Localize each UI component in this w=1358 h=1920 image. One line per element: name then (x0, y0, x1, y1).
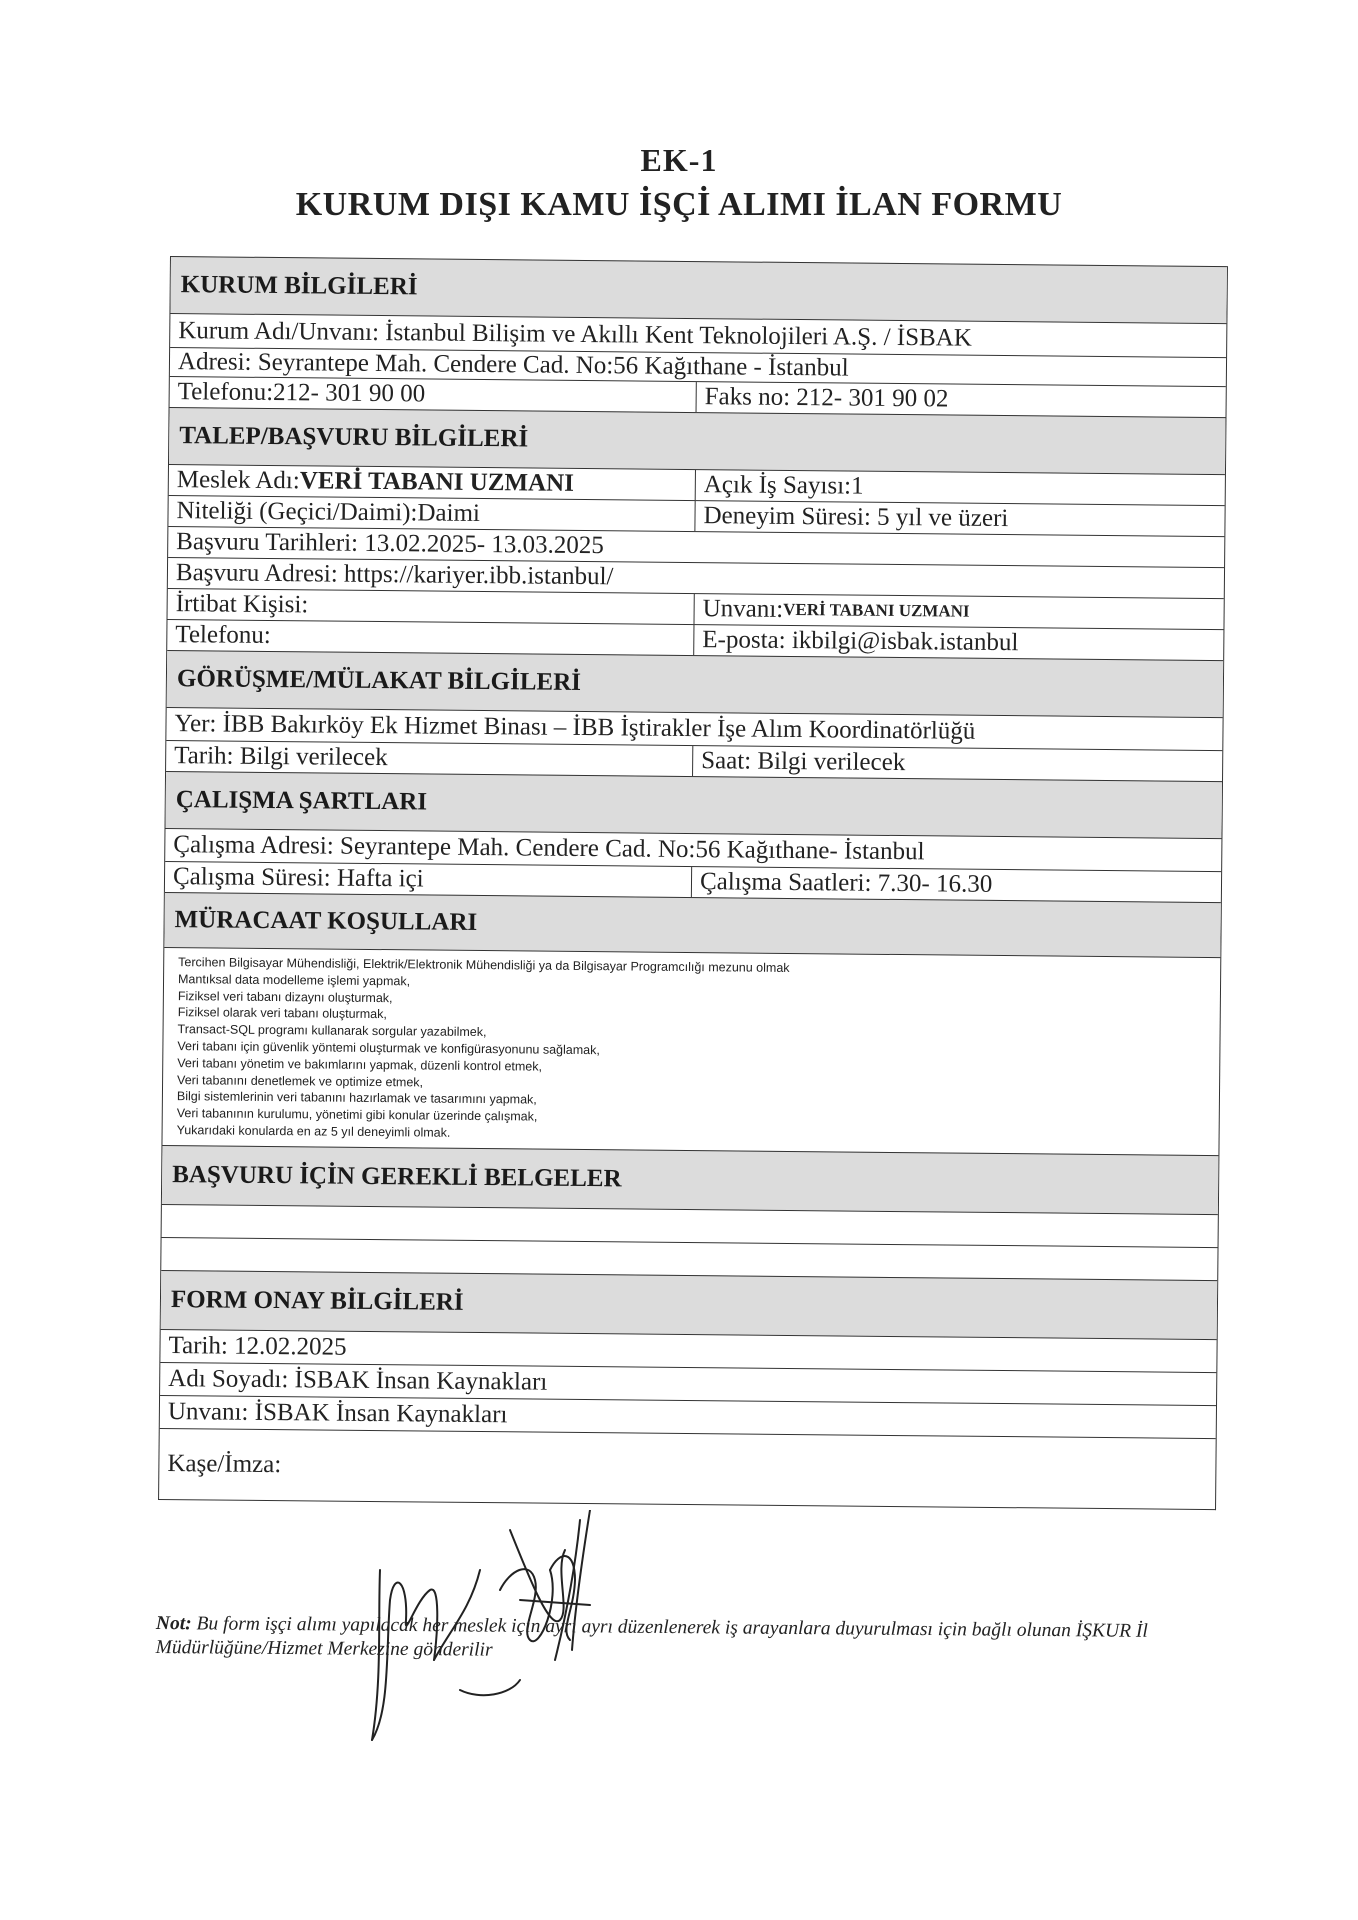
talep-phone: Telefonu: (167, 620, 694, 655)
talep-job (169, 465, 696, 500)
list-item: Fiziksel olarak veri tabanı oluşturmak, (177, 1005, 387, 1022)
document-title: KURUM DIŞI KAMU İŞÇİ ALIMI İLAN FORMU (295, 186, 1063, 223)
section-header-onay: FORM ONAY BİLGİLERİ (161, 1270, 1218, 1339)
talep-title-value: VERİ TABANI UZMANI (783, 599, 970, 621)
talep-dates: Başvuru Tarihleri: 13.02.2025- 13.03.2025 (176, 528, 604, 560)
list-item: Veri tabanı için güvenlik yöntemi oluşturmak ve konfigürasyonunu sağlamak, (177, 1039, 600, 1058)
list-item: Veri tabanını denetlemek ve optimize etmek, (177, 1072, 424, 1090)
gorusme-date: Tarih: Bilgi verilecek (166, 741, 693, 776)
section-header-muracaat: MÜRACAAT KOŞULLARI (164, 892, 1220, 957)
section-header-kurum: KURUM BİLGİLERİ (170, 256, 1226, 323)
muracaat-list (162, 947, 1220, 1155)
kurum-fax: Faks no: 212- 301 90 02 (704, 383, 949, 413)
calisma-hours: Çalışma Saatleri: 7.30- 16.30 (699, 868, 993, 898)
list-item: Yukarıdaki konularda en az 5 yıl deneyimli olmak. (176, 1123, 451, 1140)
talep-title-label: Unvanı: (702, 595, 784, 623)
onay-stamp-row (159, 1428, 1216, 1509)
onay-title: Unvanı: İSBAK İnsan Kaynakları (167, 1397, 508, 1429)
onay-date: Tarih: 12.02.2025 (168, 1331, 347, 1361)
talep-job-label: Meslek Adı: (176, 466, 300, 495)
section-header-gorusme: GÖRÜŞME/MÜLAKAT BİLGİLERİ (167, 650, 1223, 717)
calisma-address: Çalışma Adresi: Seyrantepe Mah. Cendere Cad. No:56 Kağıthane- İstanbul (173, 831, 925, 866)
gorusme-time: Saat: Bilgi verilecek (701, 747, 906, 777)
talep-job-value: VERİ TABANI UZMANI (299, 467, 574, 497)
note-label: Not: (155, 1613, 192, 1635)
talep-title (694, 594, 1223, 629)
kurum-name: Kurum Adı/Unvanı: İstanbul Bilişim ve Akıllı Kent Teknolojileri A.Ş. / İSBAK (178, 316, 973, 352)
section-header-belgeler: BAŞVURU İÇİN GEREKLİ BELGELER (162, 1145, 1219, 1214)
list-item: Veri tabanının kurulumu, yönetimi gibi konular üzerinde çalışmak, (176, 1106, 538, 1124)
kurum-phone: Telefonu:212- 301 90 00 (170, 377, 697, 412)
document-annex-label: EK-1 (640, 142, 718, 178)
section-header-talep: TALEP/BAŞVURU BİLGİLERİ (169, 407, 1225, 474)
note-text: Bu form işçi alımı yapılacak her meslek için ayrı ayrı düzenlenerek iş arayanlara duyurulması için bağlı olunan İŞKUR İl Müdürlüğüne/Hizmet Merkezine gönderilir (155, 1613, 1148, 1661)
list-item: Bilgi sistemlerinin veri tabanını hazırlamak ve tasarımını yapmak, (176, 1089, 537, 1107)
talep-url: Başvuru Adresi: https://kariyer.ibb.istanbul/ (175, 559, 614, 591)
talep-email: E-posta: ikbilgi@isbak.istanbul (702, 626, 1019, 657)
talep-contact: İrtibat Kişisi: (168, 589, 695, 624)
application-form-table (158, 256, 1228, 1510)
list-item: Veri tabanı yönetim ve bakımlarını yapmak, düzenli kontrol etmek, (177, 1055, 543, 1074)
talep-openings: Açık İş Sayısı:1 (703, 471, 864, 500)
section-header-calisma: ÇALIŞMA ŞARTLARI (166, 771, 1222, 838)
kurum-address: Adresi: Seyrantepe Mah. Cendere Cad. No:56 Kağıthane - İstanbul (177, 348, 849, 382)
talep-experience: Deneyim Süresi: 5 yıl ve üzeri (703, 502, 1009, 533)
list-item: Transact-SQL programı kullanarak sorgular yazabilmek, (177, 1022, 487, 1040)
list-item: Tercihen Bilgisayar Mühendisliği, Elektrik/Elektronik Mühendisliği ya da Bilgisayar Programcılığı mezunu olmak (178, 955, 790, 975)
footer-note (156, 1612, 1276, 1669)
talep-nature: Niteliği (Geçici/Daimi):Daimi (168, 496, 695, 531)
onay-name: Adı Soyadı: İSBAK İnsan Kaynakları (168, 1364, 548, 1396)
list-item: Mantıksal data modelleme işlemi yapmak, (177, 971, 411, 989)
calisma-period: Çalışma Süresi: Hafta içi (165, 862, 692, 897)
onay-stamp: Kaşe/İmza: (167, 1449, 282, 1478)
gorusme-place: Yer: İBB Bakırköy Ek Hizmet Binası – İBB İştirakler İşe Alım Koordinatörlüğü (174, 710, 976, 745)
list-item: Fiziksel veri tabanı dizaynı oluşturmak, (177, 988, 393, 1005)
